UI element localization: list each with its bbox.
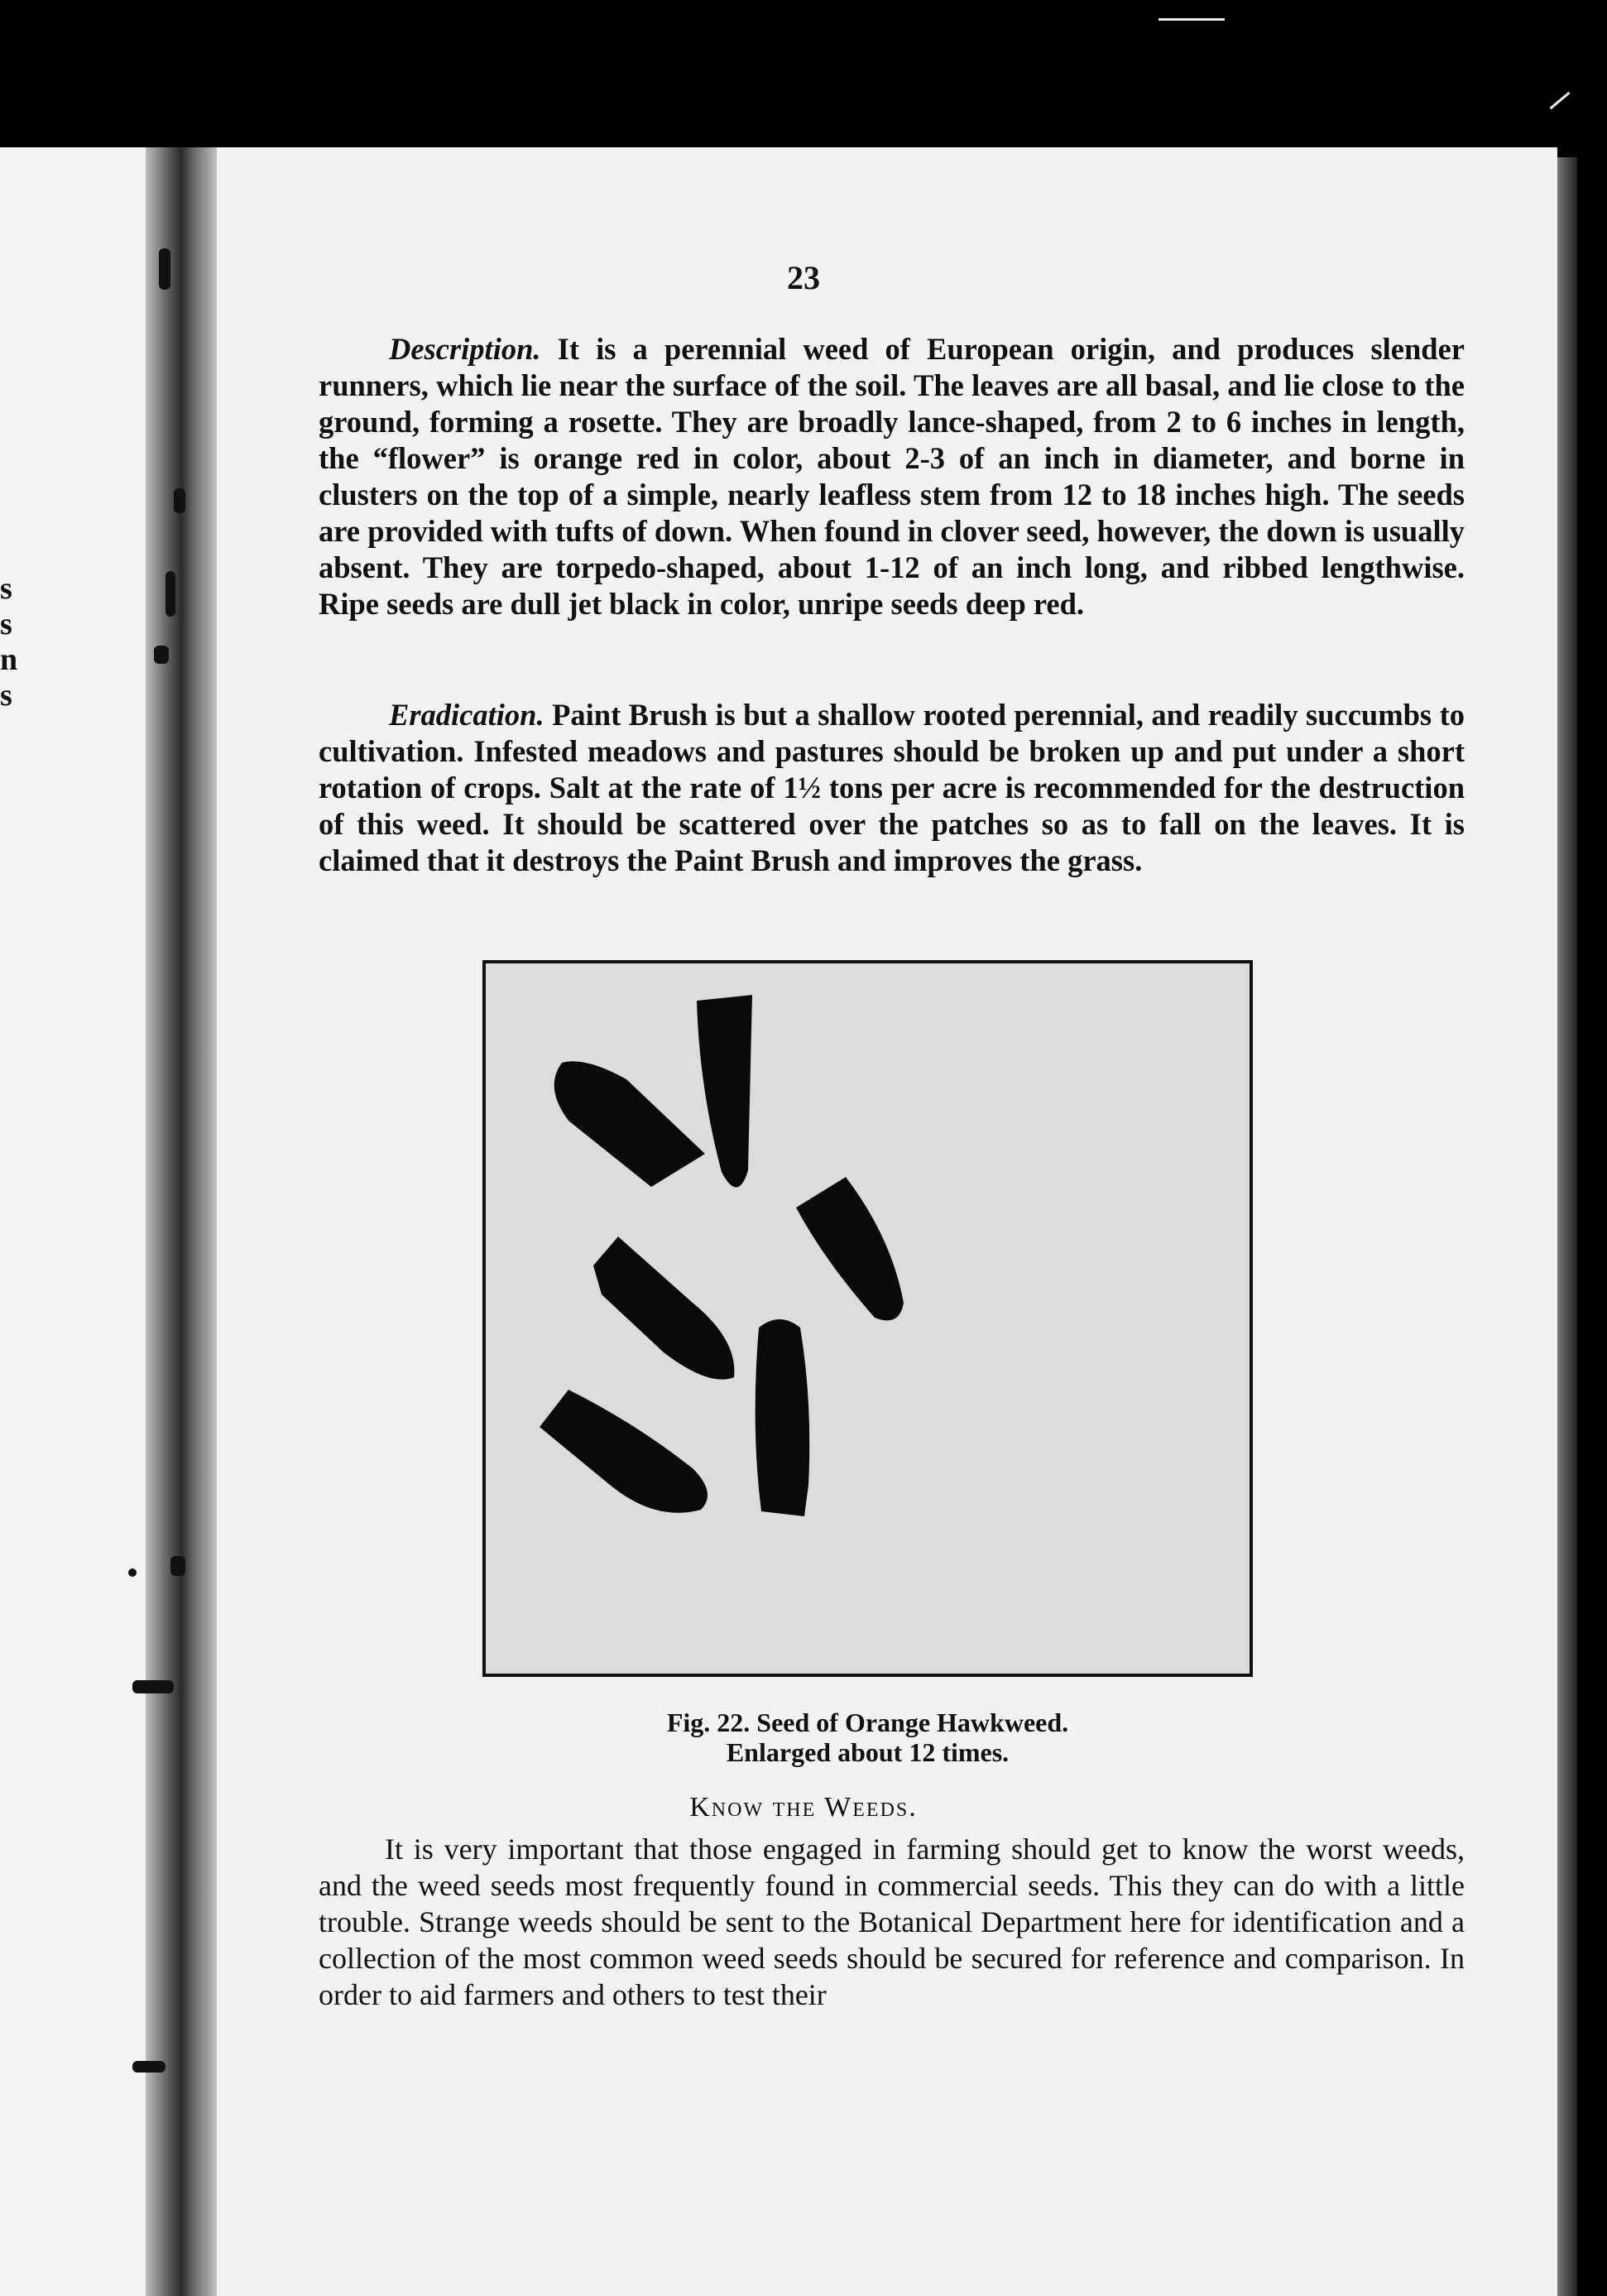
scan-mark	[1158, 18, 1225, 21]
eradication-lead: Eradication.	[389, 698, 544, 732]
gutter-mark	[174, 488, 185, 513]
book-gutter	[146, 147, 220, 2296]
caption-line: Enlarged about 12 times.	[726, 1737, 1010, 1767]
gutter-mark	[165, 571, 175, 617]
scan-mark	[1550, 92, 1571, 110]
eradication-paragraph	[319, 697, 1465, 879]
gutter-mark	[154, 646, 169, 664]
section-heading: Know the Weeds.	[689, 1792, 918, 1823]
facing-fragment: s	[0, 571, 12, 606]
eradication-text: Paint Brush is but a shallow rooted perennial, and readily succumbs to cultivation. Infested meadows and pastures should be broken up and put under a short rotation of crops. Salt at the rate of 1½ tons per acre is recommended for the destruction of this weed. It should be scattered over the patches so as to fall on the leaves. It is claimed that it destroys the Paint Brush and improves the grass.	[319, 698, 1465, 877]
seed-image	[756, 1319, 810, 1516]
gutter-mark	[132, 2061, 165, 2073]
gutter-mark	[132, 1680, 174, 1693]
seed-image	[796, 1177, 904, 1320]
gutter-mark	[170, 1556, 185, 1576]
description-text: It is a perennial weed of European origin, and produces slender runners, which lie near the surface of the soil. The leaves are all basal, and lie close to the ground, forming a rosette. They are broadly lance-shaped, from 2 to 6 inches in length, the “flower” is orange red in color, about 2-3 of an inch in diameter, and borne in clusters on the top of a simple, nearly leafless stem from 12 to 18 inches high. The seeds are provided with tufts of down. When found in clover seed, however, the down is usually absent. They are torpedo-shaped, about 1-12 of an inch long, and ribbed lengthwise. Ripe seeds are dull jet black in color, unripe seeds deep red.	[319, 332, 1465, 621]
seed-image	[540, 1390, 708, 1513]
seed-image	[554, 1061, 705, 1187]
page-edge	[1557, 157, 1577, 2296]
know-weeds-paragraph	[319, 1831, 1465, 2013]
facing-fragment: s	[0, 678, 12, 713]
facing-fragment: n	[0, 642, 18, 677]
know-weeds-text: It is very important that those engaged in farming should get to know the worst weeds, and the weed seeds most frequently found in commercial seeds. This they can do with a little trouble. Strange weeds should be sent to the Botanical Department here for identification and a collection of the most common weed seeds should be secured for reference and comparison. In order to aid farmers and others to test their	[319, 1832, 1465, 2011]
facing-fragment: s	[0, 607, 12, 641]
page-number: 23	[787, 259, 820, 296]
description-paragraph	[319, 331, 1465, 622]
figure-caption	[482, 1708, 1253, 1767]
seed-image	[593, 1237, 734, 1380]
seed-photo	[486, 963, 1250, 1674]
seed-image	[697, 995, 752, 1188]
gutter-mark	[128, 1568, 137, 1577]
description-lead: Description.	[389, 332, 541, 366]
facing-page-fragments	[0, 571, 33, 713]
caption-line: Fig. 22. Seed of Orange Hawkweed.	[666, 1708, 1069, 1737]
seed-figure	[482, 960, 1253, 1677]
